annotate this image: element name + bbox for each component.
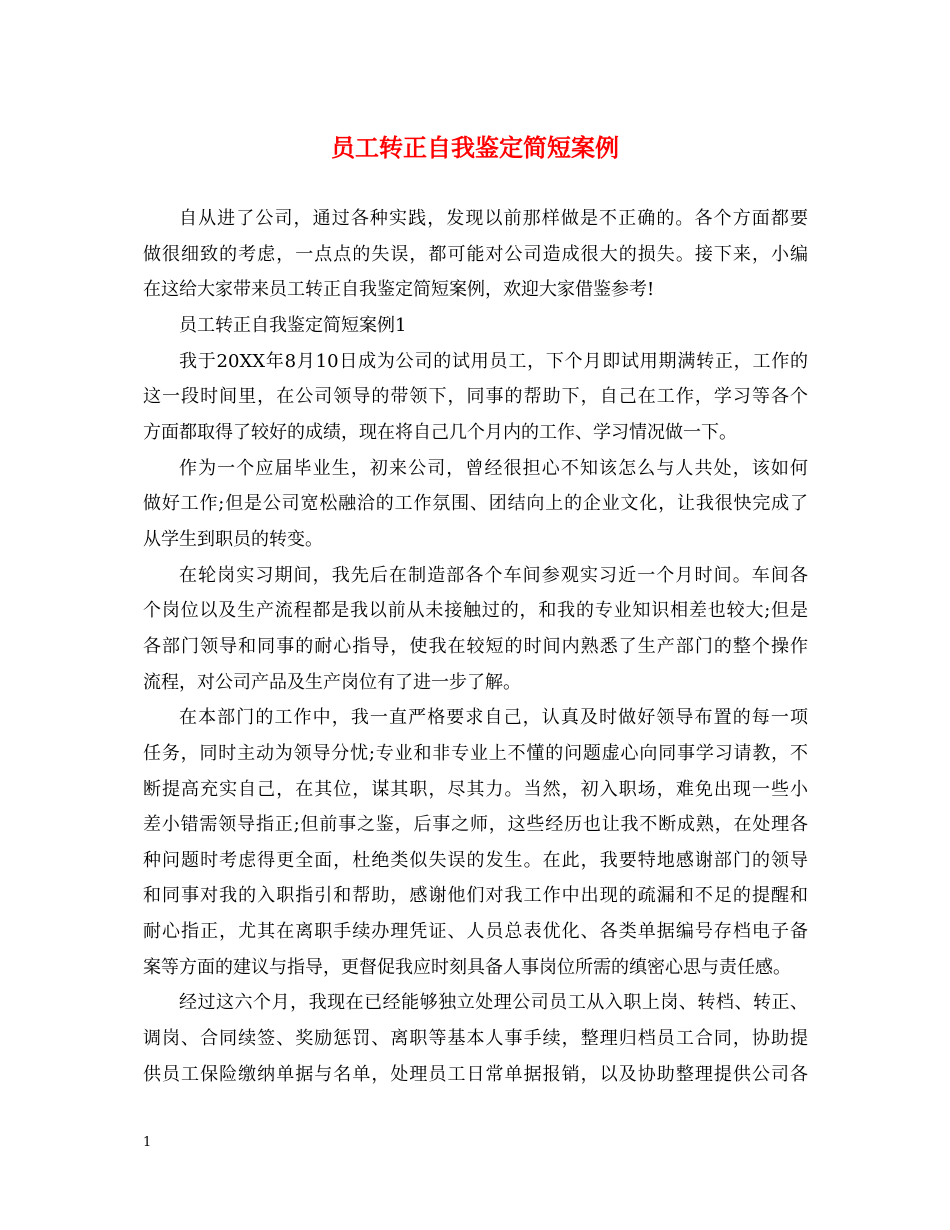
text-line: 供员工保险缴纳单据与名单，处理员工日常单据报销，以及协助整理提供公司各 <box>143 1063 808 1085</box>
text-line: 个岗位以及生产流程都是我以前从未接触过的，和我的专业知识相差也较大;但是 <box>143 600 808 622</box>
section-paragraph <box>143 451 808 558</box>
section-paragraph <box>143 985 808 1092</box>
intro-paragraph <box>143 201 808 308</box>
text-line: 任务，同时主动为领导分忧;专业和非专业上不懂的问题虚心向同事学习请教，不 <box>143 742 808 764</box>
page-number: 1 <box>143 1135 152 1150</box>
text-line: 断提高充实自己，在其位，谋其职，尽其力。当然，初入职场，难免出现一些小 <box>143 778 808 800</box>
text-line: 各部门领导和同事的耐心指导，使我在较短的时间内熟悉了生产部门的整个操作 <box>143 635 808 657</box>
document-title: 员工转正自我鉴定简短案例 <box>331 133 619 162</box>
text-line: 作为一个应届毕业生，初来公司，曾经很担心不知该怎么与人共处，该如何 <box>179 457 808 479</box>
text-line: 在本部门的工作中，我一直严格要求自己，认真及时做好领导布置的每一项 <box>179 707 808 729</box>
text-line: 差小错需领导指正;但前事之鉴，后事之师，这些经历也让我不断成熟，在处理各 <box>143 814 808 836</box>
text-line: 从学生到职员的转变。 <box>143 528 323 550</box>
text-line: 案等方面的建议与指导，更督促我应时刻具备人事岗位所需的缜密心思与责任感。 <box>143 956 791 978</box>
text-line: 流程，对公司产品及生产岗位有了进一步了解。 <box>143 671 521 693</box>
text-line: 自从进了公司，通过各种实践，发现以前那样做是不正确的。各个方面都要 <box>179 208 808 229</box>
text-line: 做很细致的考虑，一点点的失误，都可能对公司造成很大的损失。接下来，小编 <box>143 243 808 265</box>
text-line: 和同事对我的入职指引和帮助，感谢他们对我工作中出现的疏漏和不足的提醒和 <box>143 885 808 907</box>
text-line: 方面都取得了较好的成绩，现在将自己几个月内的工作、学习情况做一下。 <box>143 421 737 443</box>
section-paragraph <box>143 344 808 451</box>
section-paragraph <box>143 700 808 985</box>
section-paragraph <box>143 558 808 701</box>
document-body <box>143 201 808 1092</box>
text-line: 调岗、合同续签、奖励惩罚、离职等基本人事手续，整理归档员工合同，协助提 <box>143 1028 808 1050</box>
text-line: 在轮岗实习期间，我先后在制造部各个车间参观实习近一个月时间。车间各 <box>179 564 808 586</box>
text-line: 我于20XX年8月10日成为公司的试用员工，下个月即试用期满转正，工作的 <box>179 350 808 372</box>
text-line: 耐心指正，尤其在离职手续办理凭证、人员总表优化、各类单据编号存档电子备 <box>143 921 808 943</box>
text-line: 这一段时间里，在公司领导的带领下，同事的帮助下，自己在工作，学习等各个 <box>143 386 808 408</box>
text-line: 在这给大家带来员工转正自我鉴定简短案例，欢迎大家借鉴参考! <box>143 279 655 301</box>
text-line: 做好工作;但是公司宽松融洽的工作氛围、团结向上的企业文化，让我很快完成了 <box>143 493 808 515</box>
section-heading: 员工转正自我鉴定简短案例1 <box>179 314 407 336</box>
text-line: 经过这六个月，我现在已经能够独立处理公司员工从入职上岗、转档、转正、 <box>179 992 808 1014</box>
text-line: 种问题时考虑得更全面，杜绝类似失误的发生。在此，我要特地感谢部门的领导 <box>143 849 808 871</box>
